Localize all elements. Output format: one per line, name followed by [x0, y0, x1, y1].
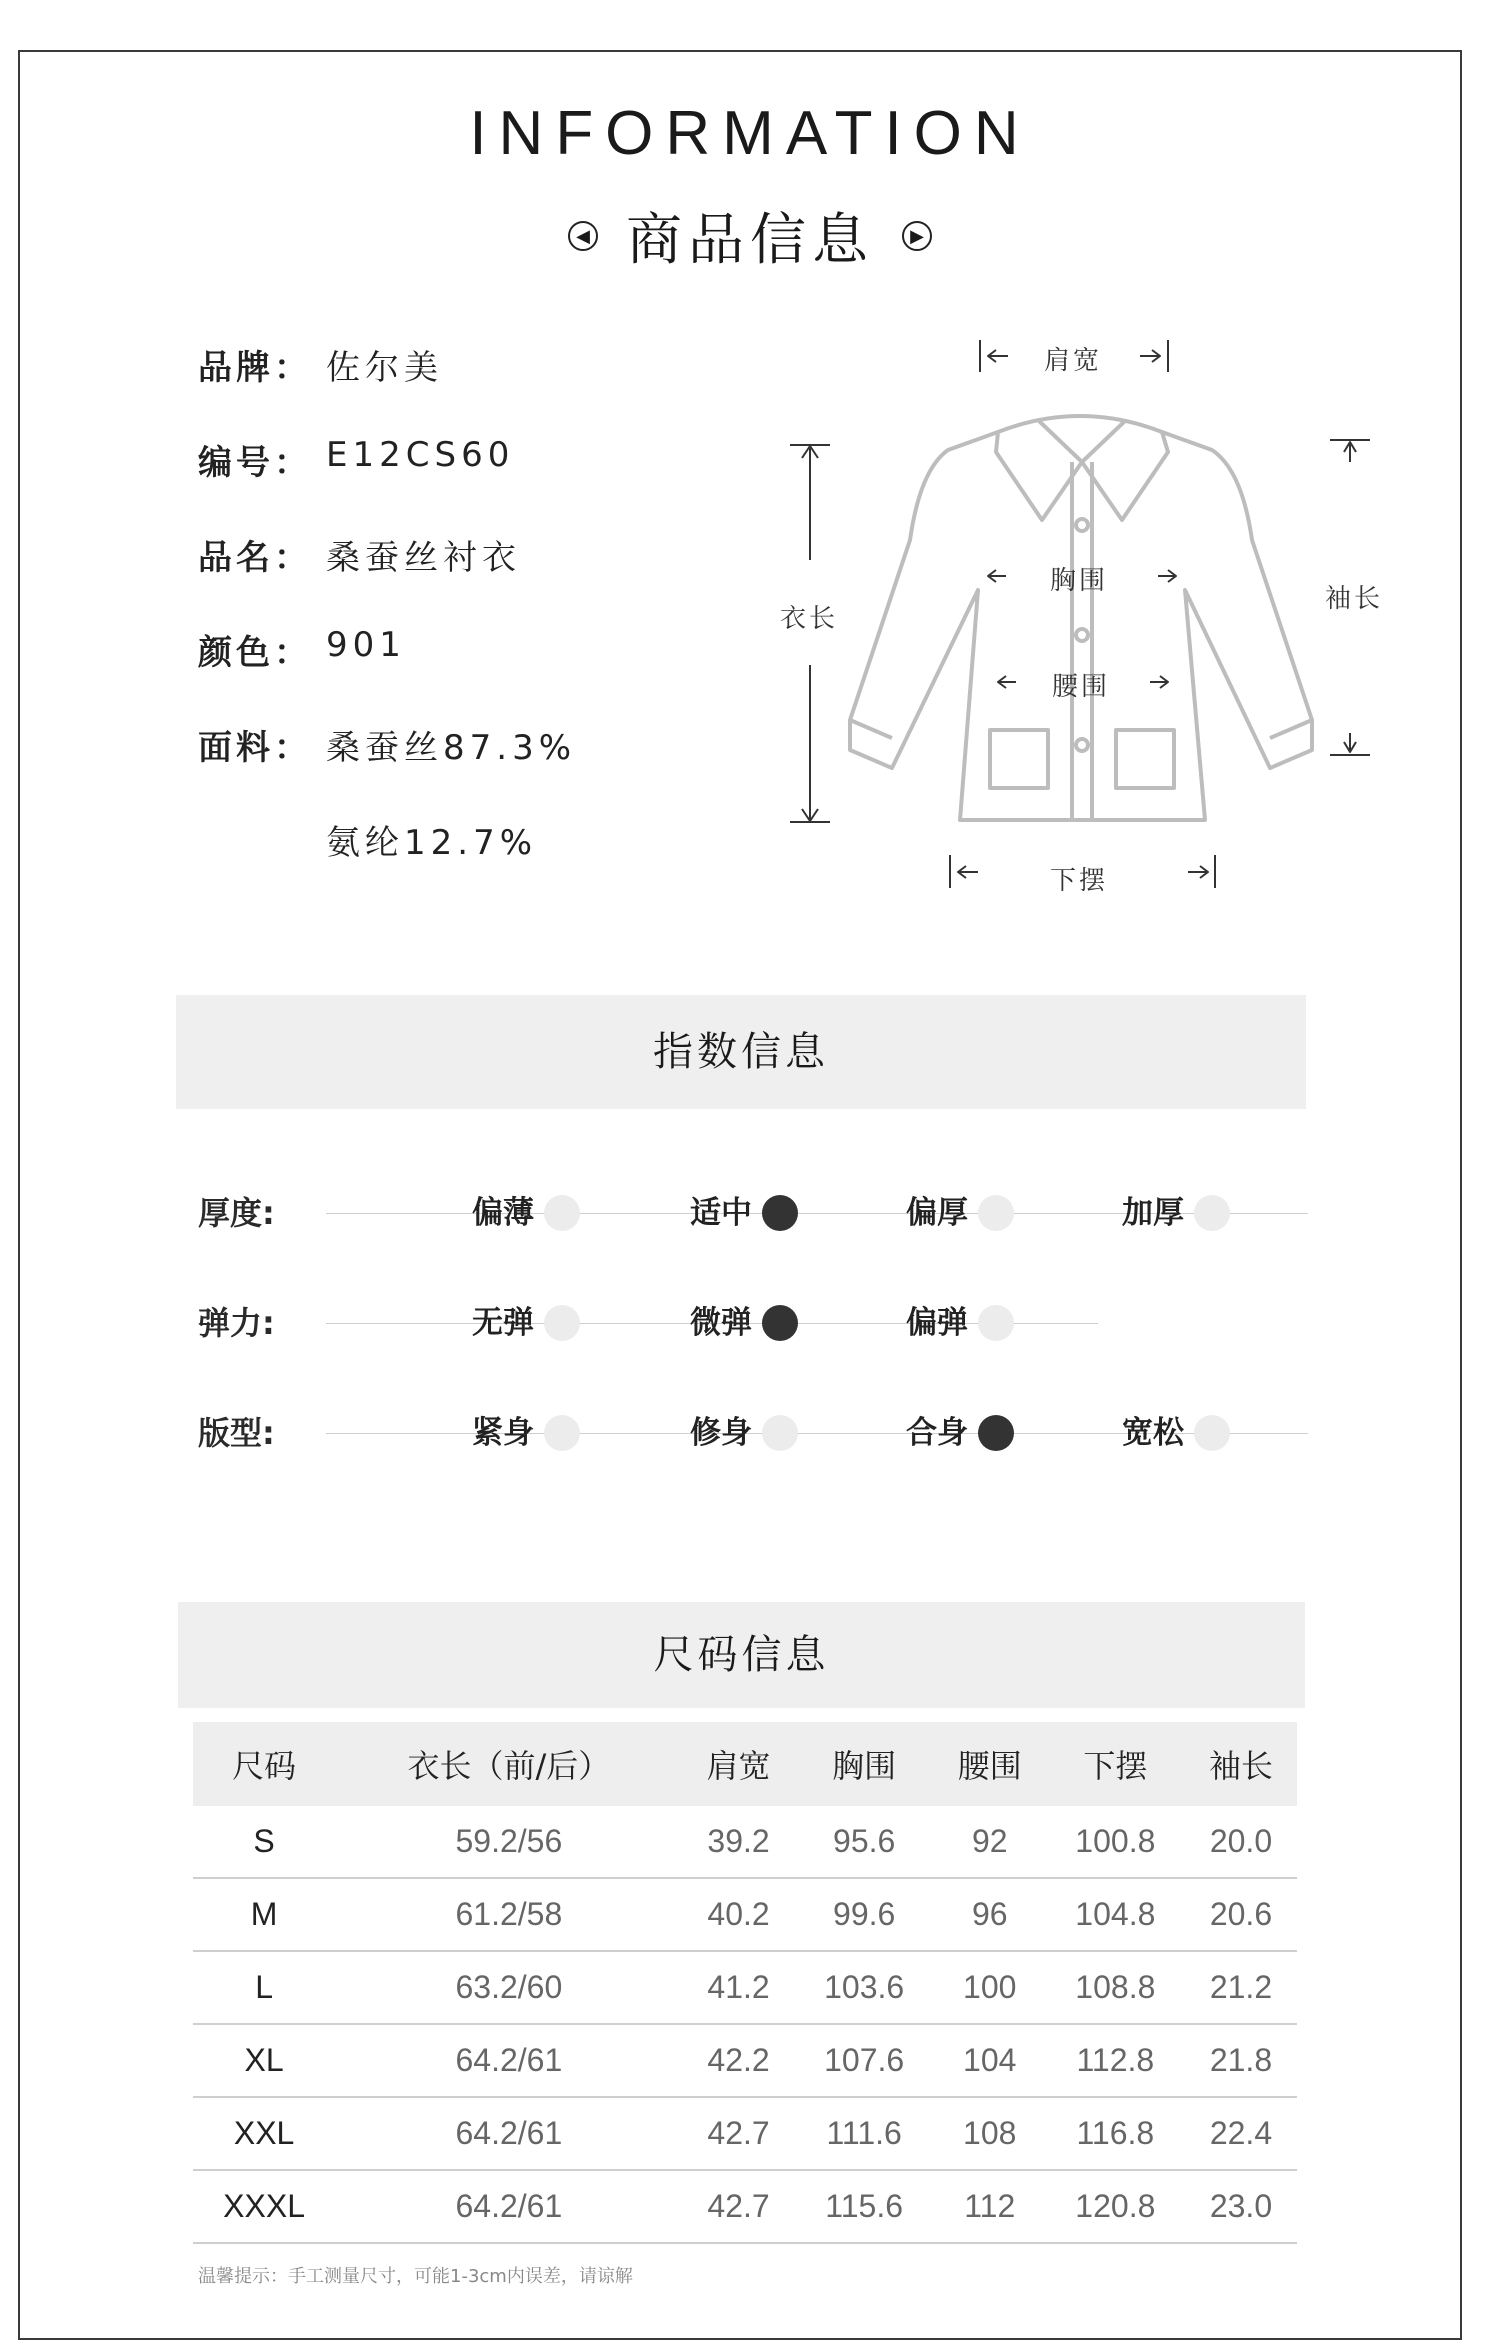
- option-stretchy[interactable]: [198, 1293, 1014, 1353]
- col-header: 胸围: [795, 1722, 934, 1806]
- measurement-tip: 温馨提示：手工测量尺寸，可能1-3cm内误差，请谅解: [198, 2266, 633, 2287]
- cell: 64.2/61: [335, 2097, 682, 2170]
- cell: 42.7: [683, 2097, 795, 2170]
- cell: M: [193, 1878, 335, 1951]
- index-label: 版型:: [198, 1414, 275, 1452]
- attr-label: 颜色：: [198, 633, 312, 673]
- attr-product-name: [198, 530, 576, 625]
- size-table-header: [193, 1722, 1297, 1806]
- index-label: 弹力:: [198, 1304, 275, 1342]
- col-header: 袖长: [1185, 1722, 1297, 1806]
- cell: 42.2: [683, 2024, 795, 2097]
- cell: 64.2/61: [335, 2024, 682, 2097]
- attr-label: 品名：: [198, 538, 312, 578]
- title-cn: 商品信息: [626, 208, 874, 273]
- cell: XXXL: [193, 2170, 335, 2243]
- cell: 104: [934, 2024, 1046, 2097]
- index-row-elasticity: [198, 1293, 1308, 1353]
- attr-color: [198, 625, 576, 720]
- option-label: 无弹: [472, 1305, 534, 1341]
- cell: XL: [193, 2024, 335, 2097]
- cell: 61.2/58: [335, 1878, 682, 1951]
- option-loose[interactable]: [198, 1403, 1230, 1463]
- cell: 42.7: [683, 2170, 795, 2243]
- table-row: [193, 2024, 1297, 2097]
- title-en: INFORMATION: [469, 99, 1031, 168]
- cell: 111.6: [795, 2097, 934, 2170]
- attr-label: [198, 815, 326, 910]
- index-row-thickness: [198, 1183, 1308, 1243]
- cell: 103.6: [795, 1951, 934, 2024]
- label-waist: 腰围: [1052, 672, 1111, 702]
- option-label: 适中: [690, 1195, 752, 1231]
- table-row: [193, 1806, 1297, 1878]
- cell: 100: [934, 1951, 1046, 2024]
- option-label: 宽松: [1122, 1415, 1184, 1451]
- cell: 112: [934, 2170, 1046, 2243]
- attr-label: 品牌：: [198, 348, 312, 388]
- product-attributes: [198, 340, 576, 910]
- cell: 115.6: [795, 2170, 934, 2243]
- label-chest: 胸围: [1050, 566, 1109, 596]
- cell: L: [193, 1951, 335, 2024]
- col-header: 尺码: [193, 1722, 335, 1806]
- cell: 39.2: [683, 1806, 795, 1878]
- cell: XXL: [193, 2097, 335, 2170]
- cell: 107.6: [795, 2024, 934, 2097]
- attr-value: 901: [326, 625, 406, 665]
- title-cn-row: [0, 196, 1500, 276]
- col-header: 下摆: [1046, 1722, 1185, 1806]
- index-section-title: 指数信息: [176, 995, 1306, 1109]
- cell: 21.8: [1185, 2024, 1297, 2097]
- option-label: 合身: [906, 1415, 968, 1451]
- cell: 40.2: [683, 1878, 795, 1951]
- cell: 63.2/60: [335, 1951, 682, 2024]
- cell: 116.8: [1046, 2097, 1185, 2170]
- cell: 20.6: [1185, 1878, 1297, 1951]
- option-extra-thick[interactable]: [198, 1183, 1230, 1243]
- label-hem: 下摆: [1050, 866, 1109, 896]
- cell: 59.2/56: [335, 1806, 682, 1878]
- option-label: 微弹: [690, 1305, 752, 1341]
- table-row: [193, 2097, 1297, 2170]
- arrow-right-icon: ▶: [902, 221, 932, 251]
- attr-fabric: [198, 720, 576, 815]
- attr-label: 面料：: [198, 728, 312, 768]
- index-label: 厚度:: [198, 1194, 275, 1232]
- cell: S: [193, 1806, 335, 1878]
- index-row-fit: [198, 1403, 1308, 1463]
- cell: 108: [934, 2097, 1046, 2170]
- size-section-title: 尺码信息: [178, 1602, 1305, 1708]
- attr-value: 桑蚕丝87.3%: [326, 728, 577, 768]
- cell: 20.0: [1185, 1806, 1297, 1878]
- cell: 92: [934, 1806, 1046, 1878]
- option-label: 偏厚: [906, 1195, 968, 1231]
- cell: 22.4: [1185, 2097, 1297, 2170]
- option-label: 紧身: [472, 1415, 534, 1451]
- cell: 120.8: [1046, 2170, 1185, 2243]
- cell: 21.2: [1185, 1951, 1297, 2024]
- attr-code: [198, 435, 576, 530]
- col-header: 腰围: [934, 1722, 1046, 1806]
- shirt-outline-icon: [760, 340, 1420, 910]
- label-shoulder: 肩宽: [1044, 346, 1103, 376]
- table-row: [193, 1878, 1297, 1951]
- cell: 23.0: [1185, 2170, 1297, 2243]
- col-header: 衣长（前/后）: [335, 1722, 682, 1806]
- option-label: 偏弹: [906, 1305, 968, 1341]
- col-header: 肩宽: [683, 1722, 795, 1806]
- attr-brand: [198, 340, 576, 435]
- option-dot: [978, 1305, 1014, 1341]
- label-length: 衣长: [780, 604, 839, 634]
- cell: 41.2: [683, 1951, 795, 2024]
- table-row: [193, 1951, 1297, 2024]
- cell: 104.8: [1046, 1878, 1185, 1951]
- cell: 64.2/61: [335, 2170, 682, 2243]
- attr-label: 编号：: [198, 443, 312, 483]
- table-row: [193, 2170, 1297, 2243]
- option-dot: [1194, 1195, 1230, 1231]
- arrow-left-icon: ◀: [568, 221, 598, 251]
- option-label: 偏薄: [472, 1195, 534, 1231]
- cell: 112.8: [1046, 2024, 1185, 2097]
- attr-value: 氨纶12.7%: [326, 823, 538, 863]
- option-label: 修身: [690, 1415, 752, 1451]
- label-sleeve: 袖长: [1325, 584, 1384, 614]
- cell: 96: [934, 1878, 1046, 1951]
- size-table: [193, 1722, 1297, 2244]
- cell: 100.8: [1046, 1806, 1185, 1878]
- cell: 95.6: [795, 1806, 934, 1878]
- cell: 108.8: [1046, 1951, 1185, 2024]
- attr-value: 桑蚕丝衬衣: [326, 538, 521, 578]
- option-dot: [1194, 1415, 1230, 1451]
- attr-value: 佐尔美: [326, 348, 443, 388]
- shirt-measurement-diagram: [760, 340, 1420, 910]
- attr-value: E12CS60: [326, 435, 515, 475]
- cell: 99.6: [795, 1878, 934, 1951]
- attr-fabric-2: [198, 815, 576, 910]
- option-label: 加厚: [1122, 1195, 1184, 1231]
